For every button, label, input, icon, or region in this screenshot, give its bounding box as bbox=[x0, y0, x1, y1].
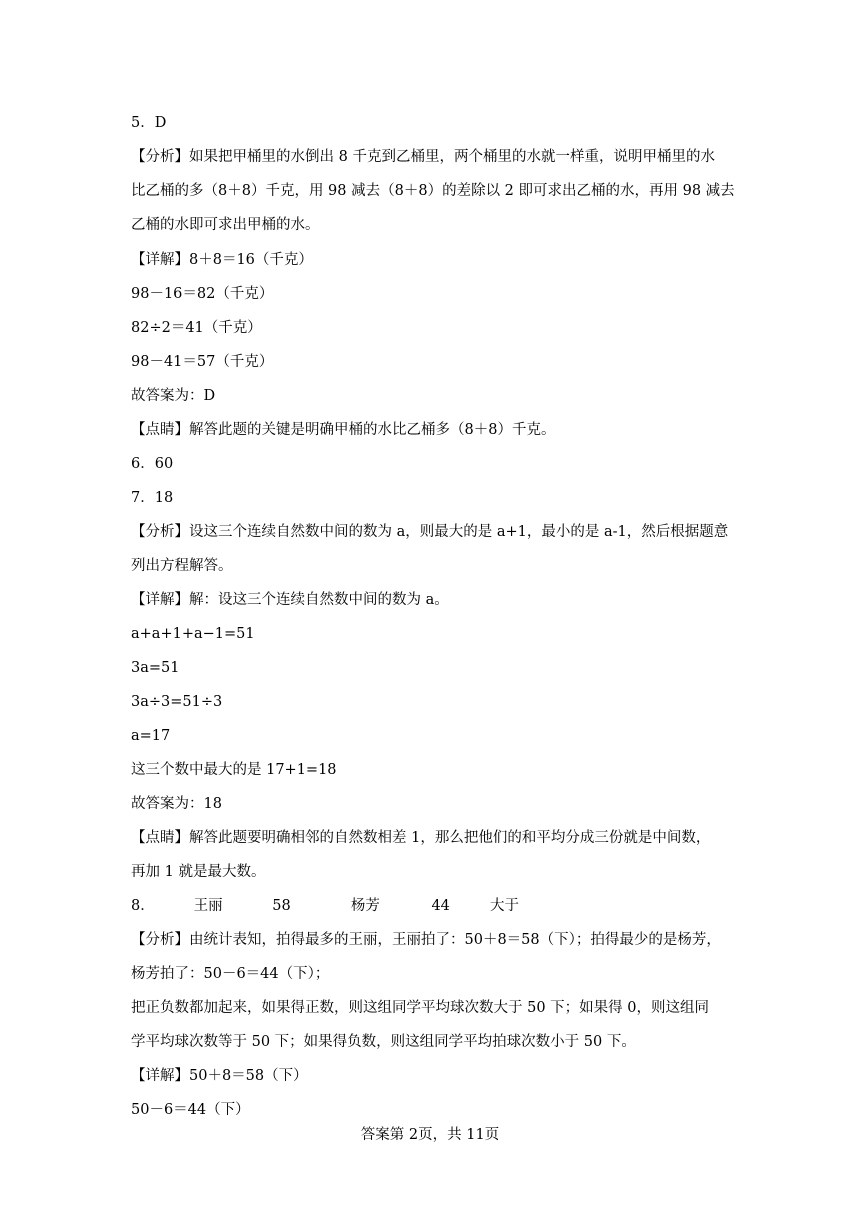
text-line: 3a÷3=51÷3 bbox=[131, 694, 223, 710]
text-line: 98－41＝57（千克） bbox=[131, 354, 274, 370]
text-line: 【点睛】解答此题的关键是明确甲桶的水比乙桶多（8＋8）千克。 bbox=[131, 422, 556, 438]
question-8-answers bbox=[131, 896, 731, 916]
text-line: 【分析】由统计表知，拍得最多的王丽，王丽拍了：50＋8＝58（下）；拍得最少的是杨芳， bbox=[131, 932, 721, 948]
answer-blank: 44 bbox=[431, 898, 450, 914]
answer-blank: 王丽 bbox=[193, 898, 223, 914]
text-line: 3a=51 bbox=[131, 660, 180, 676]
answer-blank: 大于 bbox=[490, 898, 520, 914]
text-line: 故答案为：18 bbox=[131, 796, 222, 812]
text-line: 【点睛】解答此题要明确相邻的自然数相差 1，那么把他们的和平均分成三份就是中间数， bbox=[131, 830, 711, 846]
answer-blank: 杨芳 bbox=[350, 898, 380, 914]
text-line: 列出方程解答。 bbox=[131, 558, 233, 574]
answer-blank: 58 bbox=[272, 898, 291, 914]
page-footer: 答案第 2页，共 11页 bbox=[360, 1127, 500, 1143]
text-line: 再加 1 就是最大数。 bbox=[131, 864, 266, 880]
text-line: 98－16＝82（千克） bbox=[131, 286, 274, 302]
text-line: a+a+1+a−1=51 bbox=[131, 626, 255, 642]
text-line: 学平均球次数等于 50 下；如果得负数，则这组同学平均拍球次数小于 50 下。 bbox=[131, 1034, 636, 1050]
question-number: 8． bbox=[131, 898, 155, 914]
text-line: 7．18 bbox=[131, 490, 174, 506]
text-line: 这三个数中最大的是 17+1=18 bbox=[131, 762, 337, 778]
text-line: 【详解】50＋8＝58（下） bbox=[131, 1068, 308, 1084]
text-line: 【分析】如果把甲桶里的水倒出 8 千克到乙桶里，两个桶里的水就一样重，说明甲桶里的水 bbox=[131, 149, 715, 165]
text-line: 【详解】8＋8＝16（千克） bbox=[131, 252, 313, 268]
text-line: 【分析】设这三个连续自然数中间的数为 a，则最大的是 a+1，最小的是 a-1，然后根据题意 bbox=[131, 524, 729, 540]
text-line: 比乙桶的多（8＋8）千克，用 98 减去（8＋8）的差除以 2 即可求出乙桶的水，再用 98 减去 bbox=[131, 183, 735, 199]
text-line: 乙桶的水即可求出甲桶的水。 bbox=[131, 217, 320, 233]
text-line: 6．60 bbox=[131, 456, 174, 472]
text-line: 5．D bbox=[131, 115, 167, 131]
text-line: 故答案为：D bbox=[131, 388, 216, 404]
text-line: 把正负数都加起来，如果得正数，则这组同学平均球次数大于 50 下；如果得 0，则这组同 bbox=[131, 1000, 709, 1016]
text-line: 82÷2＝41（千克） bbox=[131, 320, 262, 336]
text-line: 50－6＝44（下） bbox=[131, 1102, 250, 1118]
text-line: a=17 bbox=[131, 728, 171, 744]
text-line: 【详解】解：设这三个连续自然数中间的数为 a。 bbox=[131, 592, 449, 608]
text-line: 杨芳拍了：50－6＝44（下）； bbox=[131, 966, 330, 982]
